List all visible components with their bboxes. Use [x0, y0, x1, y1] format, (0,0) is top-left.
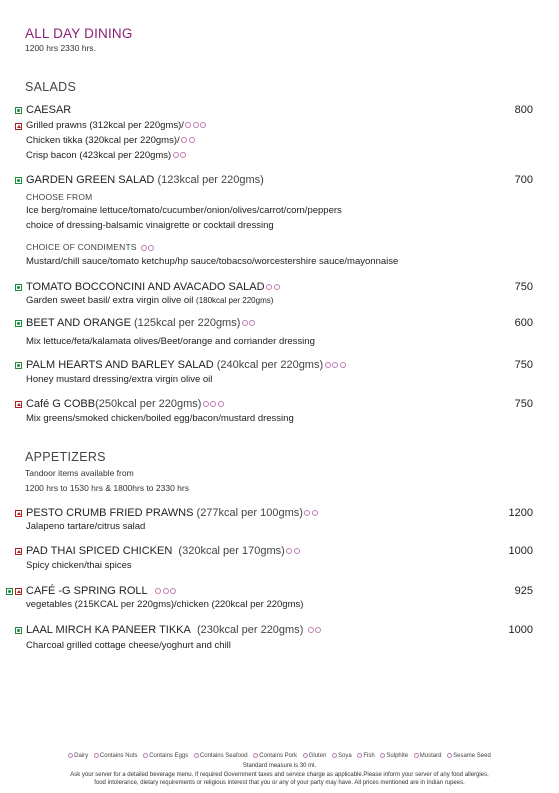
footer-disclaimer-line1: Ask your server for a detailed beverage menu. If required Government taxes and service charge as applicable.Please inform your server of any food allergies, [70, 772, 489, 778]
gluten-icon [303, 753, 308, 758]
menu-item-description: Spicy chicken/thai spices [26, 560, 132, 571]
allergen-icon [249, 320, 255, 326]
veg-icon [15, 177, 22, 184]
menu-item-name: CAESAR [26, 104, 72, 116]
tandoor-hours: 1200 hrs to 1530 hrs & 1800hrs to 2330 hrs [25, 483, 189, 493]
menu-item-option: Grilled prawns (312kcal per 220gms)/ [26, 120, 206, 131]
allergen-icon [185, 122, 191, 128]
allergen-icon [274, 284, 280, 290]
veg-icon [15, 627, 22, 634]
allergen-icon [332, 362, 338, 368]
menu-item-description: Mix lettuce/feta/kalamata olives/Beet/orange and corriander dressing [26, 336, 315, 347]
veg-icon [15, 284, 22, 291]
menu-item-description: Charcoal grilled cottage cheese/yoghurt and chill [26, 640, 231, 651]
menu-item-name: TOMATO BOCCONCINI AND AVACADO SALAD [26, 281, 280, 293]
allergen-icon [170, 588, 176, 594]
menu-item-price: 1000 [508, 545, 533, 557]
non-veg-icon [15, 123, 22, 130]
standard-measure-note: Standard measure is 30 ml. [242, 763, 317, 769]
allergen-icon [315, 627, 321, 633]
seafood-icon [194, 753, 199, 758]
menu-item-name: Café G COBB(250kcal per 220gms) [26, 398, 224, 410]
allergen-icon [304, 510, 310, 516]
menu-item-description: Mustard/chill sauce/tomato ketchup/hp sauce/tobacso/worcestershire sauce/mayonnaise [26, 256, 399, 267]
non-veg-icon [15, 401, 22, 408]
menu-item-price: 750 [514, 398, 533, 410]
allergen-icon [308, 627, 314, 633]
tandoor-note: Tandoor items available from [25, 468, 134, 478]
menu-item-option: Chicken tikka (320kcal per 220gms)/ [26, 135, 195, 146]
non-veg-icon [15, 548, 22, 555]
allergen-icon [189, 137, 195, 143]
allergen-icon [203, 401, 209, 407]
service-hours: 1200 hrs 2330 hrs. [25, 43, 96, 53]
veg-icon [15, 320, 22, 327]
allergen-icon [163, 588, 169, 594]
menu-item-name: BEET AND ORANGE (125kcal per 220gms) [26, 317, 255, 329]
menu-item-price: 925 [514, 585, 533, 597]
veg-icon [15, 362, 22, 369]
menu-item-description: Mix greens/smoked chicken/boiled egg/bacon/mustard dressing [26, 413, 294, 424]
non-veg-icon [15, 588, 22, 595]
menu-item-description: vegetables (215KCAL per 220gms)/chicken (220kcal per 220gms) [26, 599, 304, 610]
menu-item-description: Ice berg/romaine lettuce/tomato/cucumber/onion/olives/carrot/corn/peppers [26, 205, 342, 216]
menu-item-description: choice of dressing-balsamic vinaigrette or cocktail dressing [26, 220, 274, 231]
non-veg-icon [15, 510, 22, 517]
footer-disclaimer-line2: food intolerance, dietary requirements or religious interest that you or any of your party may have. All prices mentioned are in Indian rupees. [94, 780, 465, 786]
menu-item-price: 700 [514, 174, 533, 186]
sulphite-icon [380, 753, 385, 758]
allergen-icon [312, 510, 318, 516]
allergen-icon [325, 362, 331, 368]
menu-item-price: 750 [514, 281, 533, 293]
menu-item-description: Jalapeno tartare/citrus salad [26, 521, 146, 532]
allergen-icon [340, 362, 346, 368]
allergen-icon [148, 245, 154, 251]
menu-item-price: 750 [514, 359, 533, 371]
sesame-icon [447, 753, 452, 758]
allergen-icon [181, 137, 187, 143]
allergen-icon [180, 152, 186, 158]
allergen-icon [266, 284, 272, 290]
menu-item-name: PALM HEARTS AND BARLEY SALAD (240kcal per 220gms) [26, 359, 346, 371]
allergen-icon [294, 548, 300, 554]
menu-item-option: Crisp bacon (423kcal per 220gms) [26, 150, 186, 161]
subheading: CHOICE OF CONDIMENTS [26, 242, 154, 252]
allergen-icon [141, 245, 147, 251]
section-heading-appetizers: APPETIZERS [25, 450, 106, 464]
menu-item-price: 1000 [508, 624, 533, 636]
menu-item-name: CAFÉ -G SPRING ROLL [26, 585, 176, 597]
menu-item-name: PAD THAI SPICED CHICKEN (320kcal per 170gms) [26, 545, 300, 557]
menu-item-description: Honey mustard dressing/extra virgin olive oil [26, 374, 213, 385]
page-title: ALL DAY DINING [25, 26, 133, 41]
menu-item-name: GARDEN GREEN SALAD (123kcal per 220gms) [26, 174, 264, 186]
allergen-icon [210, 401, 216, 407]
subheading: CHOOSE FROM [26, 192, 93, 202]
veg-icon [6, 588, 13, 595]
menu-item-name: PESTO CRUMB FRIED PRAWNS (277kcal per 100gms) [26, 507, 318, 519]
veg-icon [15, 107, 22, 114]
allergen-icon [173, 152, 179, 158]
dairy-icon [68, 753, 73, 758]
allergen-icon [200, 122, 206, 128]
menu-item-name: LAAL MIRCH KA PANEER TIKKA (230kcal per 220gms) [26, 624, 321, 636]
section-heading-salads: SALADS [25, 80, 77, 94]
menu-item-price: 600 [514, 317, 533, 329]
allergen-icon [193, 122, 199, 128]
menu-item-price: 800 [514, 104, 533, 116]
allergen-legend: Dairy Contains Nuts Contains Eggs Contains Seafood Contains Pork Gluten Soya Fish Sulphite Mustard Sesame Seed [0, 753, 559, 759]
mustard-icon [414, 753, 419, 758]
pork-icon [253, 753, 258, 758]
soya-icon [332, 753, 337, 758]
allergen-icon [218, 401, 224, 407]
allergen-icon [286, 548, 292, 554]
allergen-icon [242, 320, 248, 326]
menu-item-description: Garden sweet basil/ extra virgin olive oil (180kcal per 220gms) [26, 295, 274, 306]
eggs-icon [143, 753, 148, 758]
nuts-icon [94, 753, 99, 758]
allergen-icon [155, 588, 161, 594]
menu-item-price: 1200 [508, 507, 533, 519]
fish-icon [357, 753, 362, 758]
